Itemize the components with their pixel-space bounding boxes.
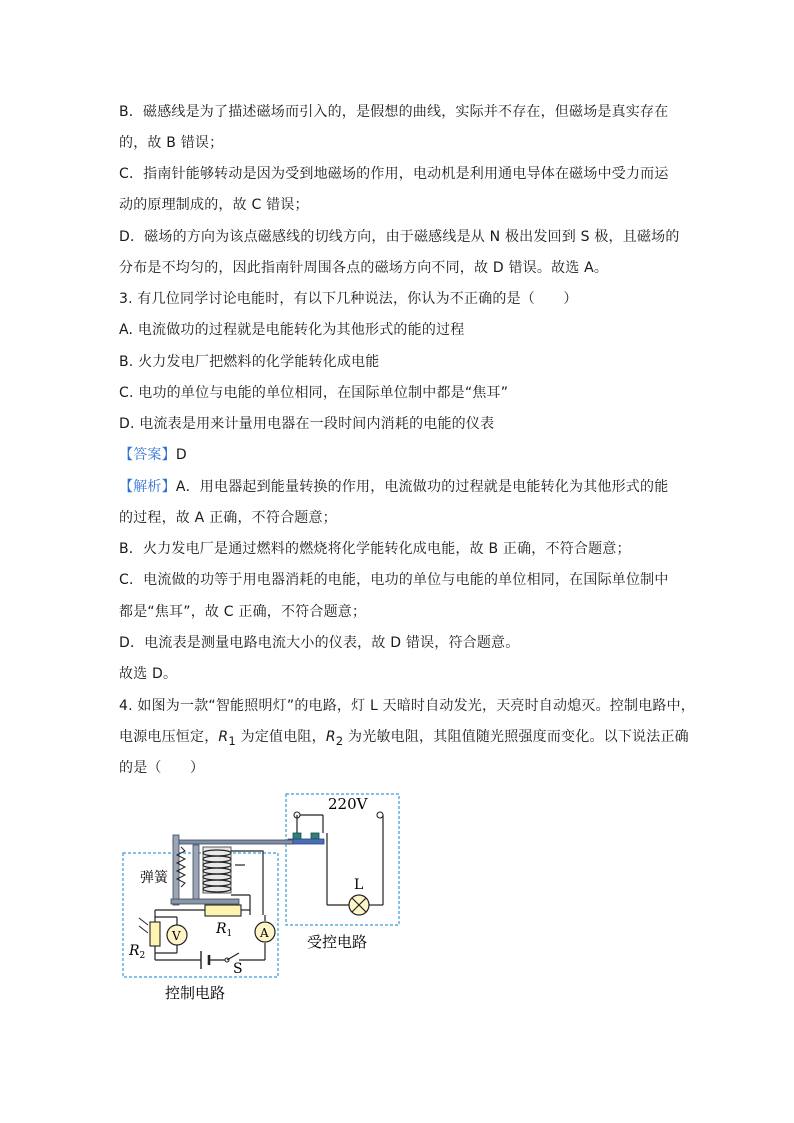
r2-label: $R_2$ bbox=[129, 943, 146, 961]
option-b: B. 火力发电厂把燃料的化学能转化成电能 bbox=[119, 354, 380, 370]
circuit-figure bbox=[115, 785, 415, 1015]
text-line: C．指南针能够转动是因为受到地磁场的作用，电动机是利用通电导体在磁场中受力而运 bbox=[119, 166, 669, 182]
question-4-stem: 4. 如图为一款“智能照明灯”的电路，灯 L 天暗时自动发光，天亮时自动熄灭。控制电路中， bbox=[119, 698, 696, 714]
r2-symbol: R bbox=[325, 729, 336, 745]
question-4-line: 电源电压恒定，$R_1$ 为定值电阻，$R_2$ 为光敏电阻，其阻值随光照强度而变化。以下说法正确 bbox=[119, 729, 689, 748]
option-c: C. 电功的单位与电能的单位相同，在国际单位制中都是“焦耳” bbox=[119, 385, 509, 401]
terminal-icon bbox=[377, 812, 383, 818]
question-4-line: 的是（ ） bbox=[119, 760, 205, 776]
answer-tag: 【答案】 bbox=[119, 447, 176, 463]
text-line: D．磁场的方向为该点磁感线的切线方向，由于磁感线是从 N 极出发回到 S 极，且磁场的 bbox=[119, 229, 680, 245]
controlled-circuit-wires bbox=[300, 815, 383, 905]
voltmeter-label: V bbox=[172, 929, 181, 943]
answer-line bbox=[119, 445, 187, 465]
controlled-circuit-label: 受控电路 bbox=[307, 933, 368, 951]
r2-photoresistor-icon bbox=[150, 922, 160, 946]
spring-label: 弹簧 bbox=[140, 870, 168, 886]
text-line: B．磁感线是为了描述磁场而引入的，是假想的曲线，实际并不存在，但磁场是真实存在 bbox=[119, 104, 669, 120]
analysis-line bbox=[119, 477, 668, 497]
answer-value: D bbox=[175, 447, 187, 463]
text-line: 动的原理制成的，故 C 错误； bbox=[119, 197, 309, 213]
text-line: D．电流表是测量电路电流大小的仪表，故 D 错误，符合题意。 bbox=[119, 635, 520, 651]
switch-icon bbox=[227, 953, 239, 960]
contact-icon bbox=[293, 833, 301, 839]
r1-symbol: R bbox=[218, 729, 229, 745]
question-3-stem: 3. 有几位同学讨论电能时，有以下几种说法，你认为不正确的是（ ） bbox=[119, 291, 578, 307]
text-line: 故选 D。 bbox=[119, 666, 178, 682]
contact-icon bbox=[311, 833, 319, 839]
r1-label: $R_1$ bbox=[216, 921, 233, 939]
text-line: 分布是不均匀的，因此指南针周围各点的磁场方向不同，故 D 错误。故选 A。 bbox=[119, 260, 609, 276]
control-circuit-label: 控制电路 bbox=[165, 984, 226, 1002]
text-line: 都是“焦耳”，故 C 正确，不符合题意； bbox=[119, 604, 367, 620]
armature-lever-icon bbox=[173, 840, 293, 844]
switch-label: S bbox=[233, 961, 243, 977]
text-line: B．火力发电厂是通过燃料的燃烧将化学能转化成电能，故 B 正确，不符合题意； bbox=[119, 541, 631, 557]
ammeter-label: A bbox=[260, 926, 269, 940]
r1-resistor-icon bbox=[205, 905, 241, 916]
text-line: 的，故 B 错误； bbox=[119, 135, 224, 151]
voltage-label: 220V bbox=[328, 795, 368, 813]
option-a: A. 电流做功的过程就是电能转化为其他形式的能的过程 bbox=[119, 322, 465, 338]
text-line: C．电流做的功等于用电器消耗的电能，电功的单位与电能的单位相同，在国际单位制中 bbox=[119, 572, 669, 588]
analysis-first: A．用电器起到能量转换的作用，电流做功的过程就是电能转化为其他形式的能 bbox=[175, 479, 669, 495]
text-line: 的过程，故 A 正确，不符合题意； bbox=[119, 510, 337, 526]
lamp-label: L bbox=[354, 877, 364, 893]
option-d: D. 电流表是用来计量用电器在一段时间内消耗的电能的仪表 bbox=[119, 416, 495, 432]
analysis-tag: 【解析】 bbox=[119, 479, 176, 495]
